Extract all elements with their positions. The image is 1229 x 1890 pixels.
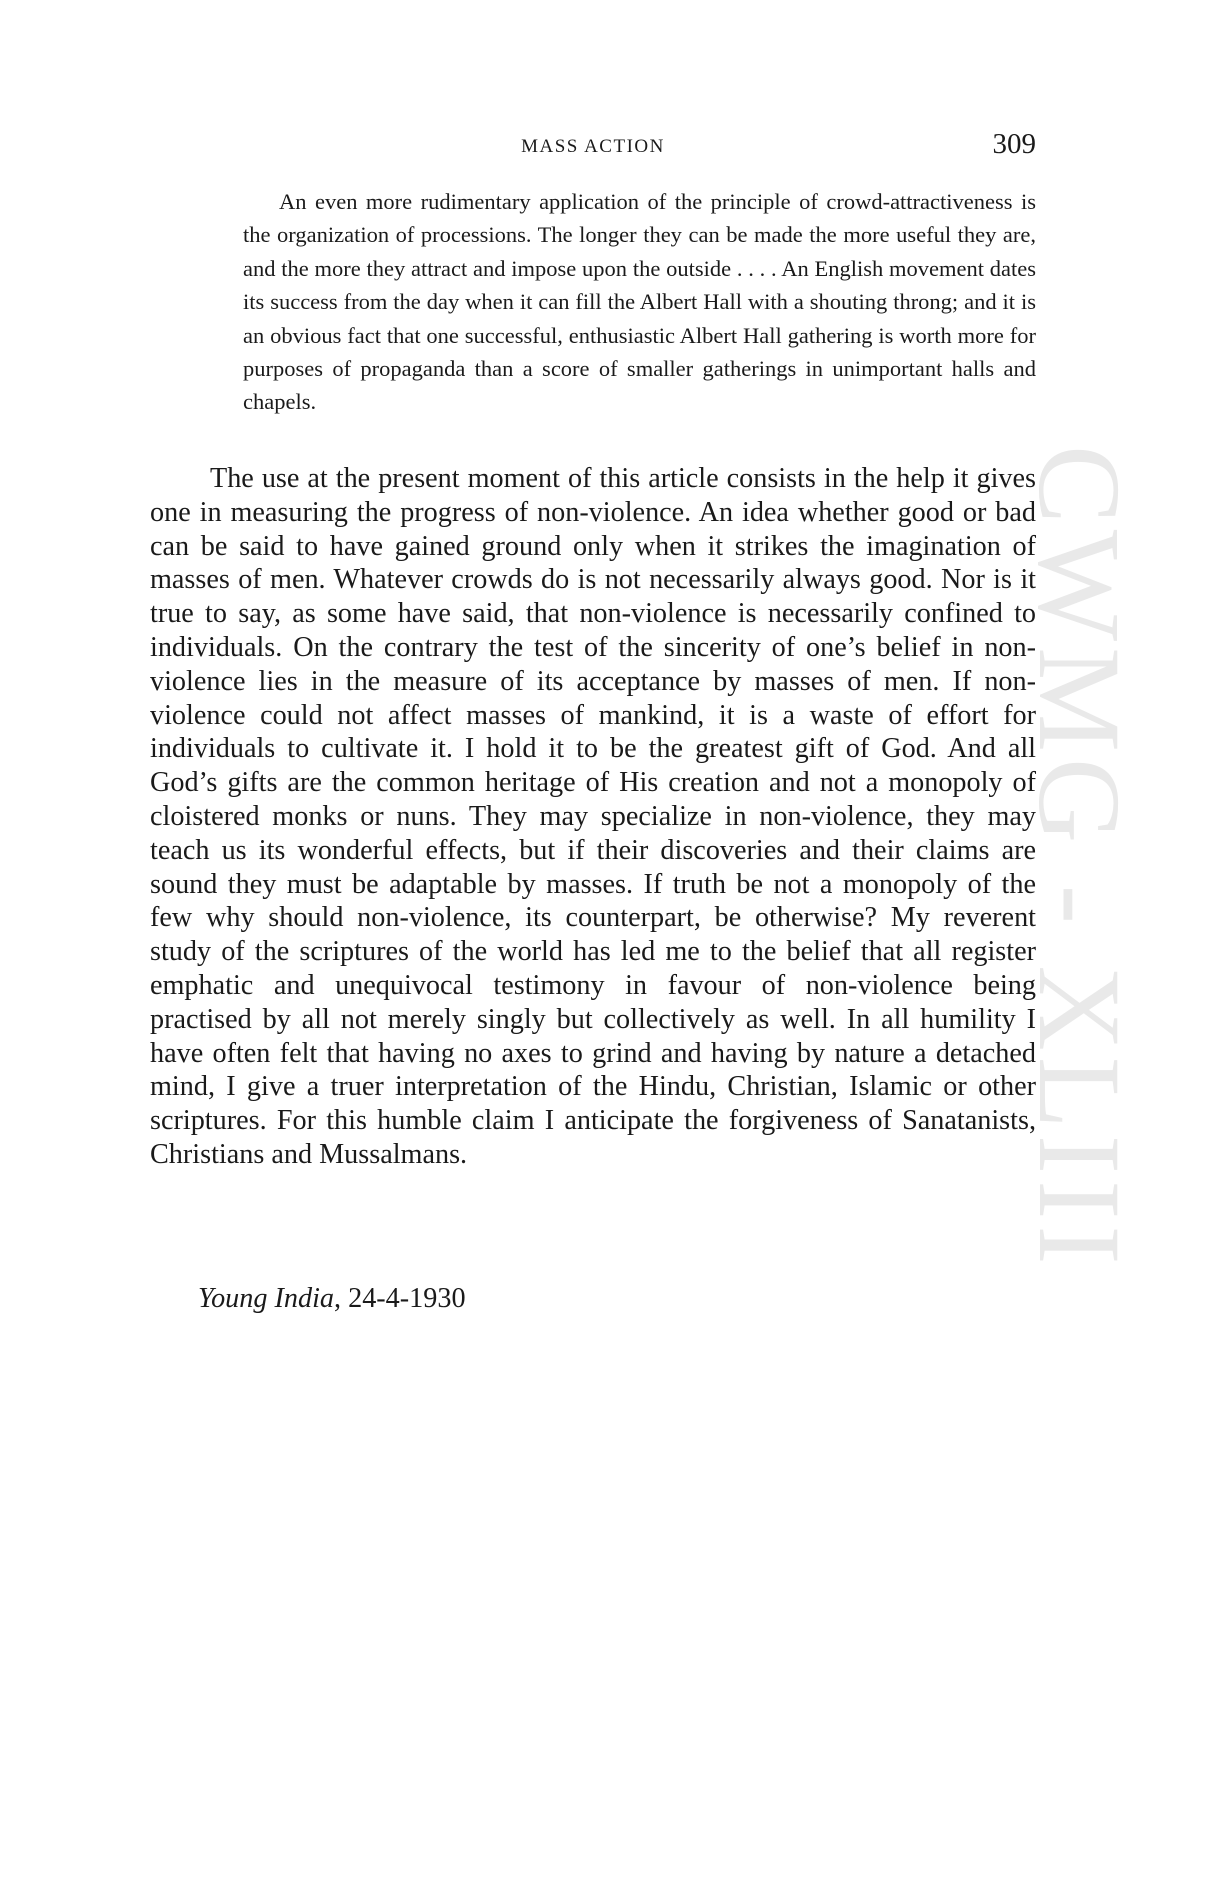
source-date: 24-4-1930 — [348, 1283, 466, 1314]
page-header — [150, 128, 1036, 168]
main-text — [150, 462, 1036, 1172]
block-quote — [243, 185, 1036, 419]
quote-paragraph: An even more rudimentary application of the principle of crowd-attractiveness is the organization of processions. The longer they can be made the more useful they are, and the more they attract and impose upon the outside . . . . An English movement dates its success from the day when it can fill the Albert Hall with a shouting throng; and it is an obvious fact that one successful, enthusiastic Albert Hall gathering is worth more for purposes of propaganda than a score of smaller gatherings in unimportant halls and chapels. — [243, 189, 1036, 415]
running-head: MASS ACTION — [521, 136, 665, 157]
source-publication: Young India — [198, 1283, 335, 1314]
body-paragraph: The use at the present moment of this article consists in the help it gives one in measuring the progress of non-violence. An idea whether good or bad can be said to have gained ground only when it strikes the imagination of masses of men. Whatever crowds do is not necessarily always good. Nor is it true to say, as some have said, that non-violence is necessarily confined to individuals. On the contrary the test of the sincerity of one’s belief in non-violence lies in the measure of its acceptance by masses of men. If non-violence could not affect masses of mankind, it is a waste of effort for individuals to cultivate it. I hold it to be the greatest gift of God. And all God’s gifts are the common heritage of His creation and not a monopoly of cloistered monks or nuns. They may specialize in non-violence, they may teach us its wonderful effects, but if their discoveries and their claims are sound they must be adaptable by masses. If truth be not a monopoly of the few why should non-violence, its counterpart, be otherwise? My reverent study of the scriptures of the world has led me to the belief that all register emphatic and unequivocal testimony in favour of non-violence being practised by all not merely singly but collectively as well. In all humility I have often felt that having no axes to grind and having by nature a detached mind, I give a truer interpretation of the Hindu, Christian, Islamic or other scriptures. For this humble claim I anticipate the forgiveness of Sanatanists, Christians and Mussalmans. — [150, 463, 1036, 1170]
source-citation — [198, 1283, 466, 1315]
cwmg-volume-watermark: CWMG - XLIII — [1014, 445, 1145, 1271]
page-number: 309 — [992, 128, 1036, 160]
source-separator: , — [334, 1283, 342, 1314]
